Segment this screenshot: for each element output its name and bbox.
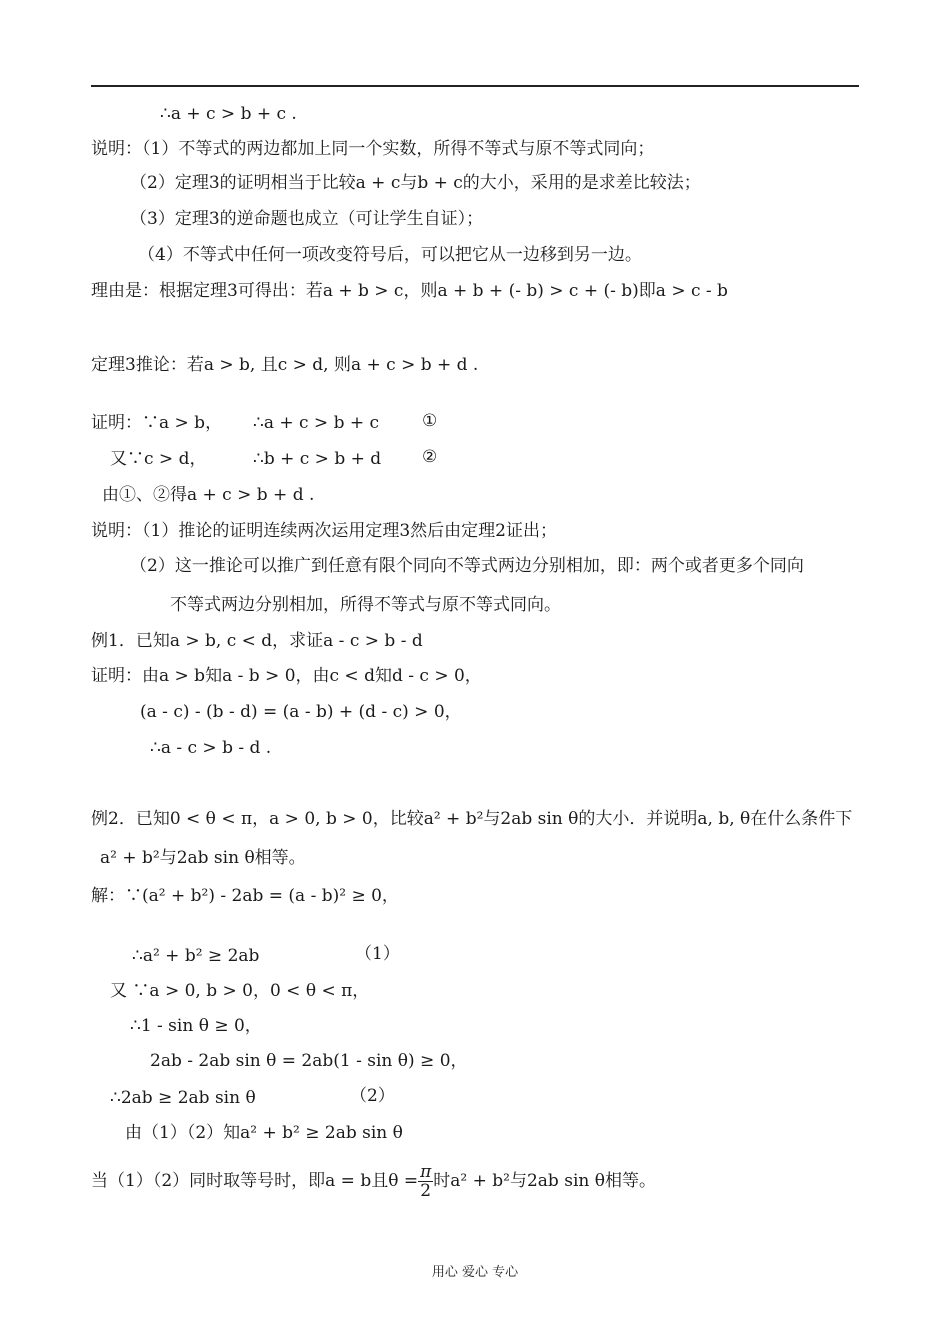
solution-line: 解：∵(a² + b²) - 2ab = (a - b)² ≥ 0， (91, 886, 399, 906)
conclusion-text-end: 时a² + b²与2ab sin θ相等。 (433, 1171, 656, 1191)
proof-line: 证明：∵a > b， (91, 413, 223, 433)
solution-line: ∴a² + b² ≥ 2ab (132, 946, 260, 966)
header-rule (91, 85, 859, 87)
proof-line: ∴a + c > b + c (253, 413, 380, 433)
text-line: ∴a + c > b + c . (160, 104, 297, 124)
conclusion-line (91, 1163, 656, 1200)
text-line: （4）不等式中任何一项改变符号后，可以把它从一边移到另一边。 (138, 245, 642, 265)
corollary-heading: 定理3推论：若a > b, 且c > d, 则a + c > b + d . (91, 355, 479, 375)
proof-line: ∴b + c > b + d (253, 449, 382, 469)
example-2-heading: 例2．已知0 < θ < π，a > 0, b > 0，比较a² + b²与2ab sin θ的大小．并说明a, b, θ在什么条件下 (91, 809, 853, 829)
solution-line: ∴2ab ≥ 2ab sin θ (110, 1088, 256, 1108)
proof-line: 由①、②得a + c > b + d . (102, 485, 315, 505)
equation-tag-1: （1） (355, 944, 400, 964)
solution-line: 由（1）（2）知a² + b² ≥ 2ab sin θ (125, 1123, 403, 1143)
text-line: 不等式两边分别相加，所得不等式与原不等式同向。 (170, 595, 561, 615)
solution-line: 又 ∵a > 0, b > 0，0 < θ < π， (110, 981, 370, 1001)
proof-line: (a - c) - (b - d) = (a - b) + (d - c) > 0， (140, 702, 462, 722)
text-line: 说明：（1）推论的证明连续两次运用定理3然后由定理2证出； (91, 521, 557, 541)
text-line: （3）定理3的逆命题也成立（可让学生自证）； (130, 209, 484, 229)
proof-line: 又∵c > d， (110, 449, 207, 469)
example-1-heading: 例1．已知a > b, c < d，求证a - c > b - d (91, 631, 423, 651)
proof-line: 证明：由a > b知a - b > 0，由c < d知d - c > 0， (91, 666, 482, 686)
text-line: （2）这一推论可以推广到任意有限个同向不等式两边分别相加，即：两个或者更多个同向 (130, 556, 804, 576)
circle-marker-2: ② (422, 447, 438, 467)
solution-line: 2ab - 2ab sin θ = 2ab(1 - sin θ) ≥ 0， (150, 1051, 468, 1071)
text-line: a² + b²与2ab sin θ相等。 (100, 848, 306, 868)
fraction-numerator: π (420, 1162, 432, 1182)
proof-line: ∴a - c > b - d . (150, 738, 272, 758)
text-line: （2）定理3的证明相当于比较a + c与b + c的大小，采用的是求差比较法； (130, 173, 701, 193)
page-footer: 用心 爱心 专心 (431, 1265, 519, 1280)
equation-tag-2: （2） (350, 1086, 395, 1106)
circle-marker-1: ① (422, 411, 438, 431)
solution-line: ∴1 - sin θ ≥ 0， (130, 1016, 262, 1036)
fraction-denominator: 2 (420, 1181, 432, 1201)
pi-over-2-fraction (418, 1163, 433, 1200)
text-line: 理由是：根据定理3可得出：若a + b > c，则a + b + (- b) > c + (- b)即a > c - b (91, 281, 728, 301)
text-line: 说明：（1）不等式的两边都加上同一个实数，所得不等式与原不等式同向； (91, 139, 655, 159)
conclusion-text-start: 当（1）（2）同时取等号时，即a = b且θ = (91, 1171, 419, 1191)
